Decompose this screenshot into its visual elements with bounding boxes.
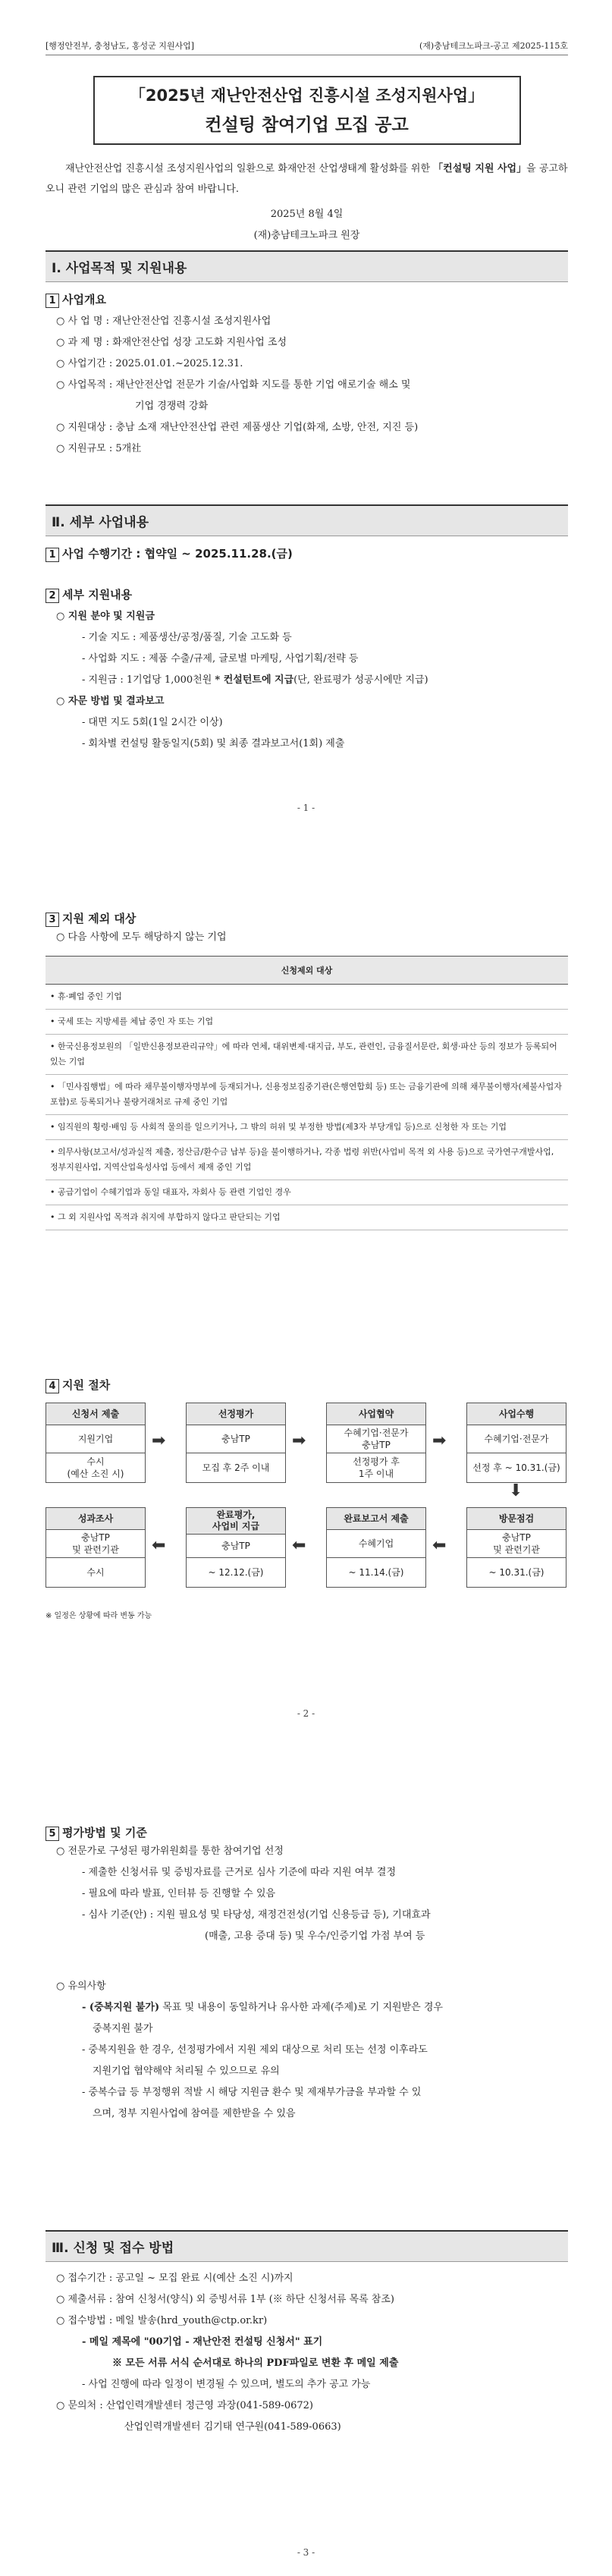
exclusion-cell: • 「민사집행법」에 따라 채무불이행자명부에 등재되거나, 신용정보집중기관(은행연합회 등) 또는 금융기관에 의해 채무불이행자(체불사업자 포함)로 등록되거나 불량거래처로 규제 중인 기업	[46, 1075, 568, 1115]
section-title-1: Ⅰ. 사업목적 및 지원내용	[46, 250, 568, 282]
exclusion-cell: • 그 외 지원사업 목적과 취지에 부합하지 않다고 판단되는 기업	[46, 1205, 568, 1230]
subsection-overview: 1 사업개요	[46, 291, 568, 308]
caution-duplicate-cont: 중복지원 불가	[93, 2023, 153, 2034]
mail-note: ※ 모든 서류 서식 순서대로 하나의 PDF파일로 변환 후 메일 제출	[112, 2358, 399, 2369]
caution-2b: 지원기업 협약해약 처리될 수 있으므로 유의	[93, 2066, 280, 2077]
caution-3a: - 중복수급 등 부정행위 적발 시 해당 지원금 환수 및 제재부가금을 부과할 수 있	[82, 2087, 422, 2098]
subsection-exclusions: 3 지원 제외 대상	[46, 910, 568, 927]
flow-step	[326, 1403, 426, 1483]
overview-item-cont: 기업 경쟁력 강화	[135, 401, 209, 412]
flow-arrow-left-icon: ⬅	[152, 1536, 166, 1555]
overview-item: ○ 사업기간 : 2025.01.01.~2025.12.31.	[56, 358, 243, 369]
flow-step-timing: 선정 후 ~ 10.31.(금)	[472, 1462, 560, 1473]
exclusion-cell: • 한국신용정보원의 「일반신용정보관리규약」에 따라 연체, 대위변제·대지급, 부도, 관련인, 금융질서문란, 회생·파산 등의 정보가 등록되어 있는 기업	[46, 1035, 568, 1075]
exclusion-cell: • 국세 또는 지방세를 체납 중인 자 또는 기업	[46, 1010, 568, 1035]
table-row	[46, 985, 568, 1010]
exclusion-cell: • 공급기업이 수혜기업과 동일 대표자, 자회사 등 관련 기업인 경우	[46, 1180, 568, 1205]
flow-arrow-right-icon: ➡	[292, 1431, 306, 1450]
flow-step-title: 사업협약	[327, 1403, 425, 1425]
support-field-1: - 기술 지도 : 제품생산/공정/품질, 기술 고도화 등	[82, 632, 292, 643]
flow-step-timing: 수시 (예산 소진 시)	[67, 1456, 124, 1479]
subsection-details: 2 세부 지원내용	[46, 586, 568, 603]
flow-step-actor: 수혜기업·전문가	[467, 1425, 566, 1453]
contact-2: 산업인력개발센터 김기태 연구원(041-589-0663)	[124, 2421, 341, 2433]
overview-item: ○ 사 업 명 : 재난안전산업 진흥시설 조성지원사업	[56, 316, 271, 327]
intro-text1: 재난안전산업 진흥시설 조성지원사업의 일환으로 화재안전 산업생태계 활성화를 위한	[65, 163, 431, 174]
consult-title: ○ 자문 방법 및 결과보고	[56, 696, 165, 707]
caution-3b: 으며, 정부 지원사업에 참여를 제한받을 수 있음	[93, 2108, 296, 2119]
flow-step-actor: 수혜기업	[327, 1530, 425, 1558]
flow-step	[326, 1507, 426, 1588]
flow-step-actor: 수혜기업·전문가 충남TP	[327, 1425, 425, 1453]
application-item: ○ 접수기간 : 공고일 ~ 모집 완료 시(예산 소진 시)까지	[56, 2273, 293, 2284]
title-line2: 컨설팅 참여기업 모집 공고	[205, 115, 409, 135]
flow-step-actor: 지원기업	[46, 1425, 145, 1453]
announce-date: 2025년 8월 4일	[270, 209, 344, 220]
overview-item: ○ 과 제 명 : 화재안전산업 성장 고도화 지원사업 조성	[56, 337, 287, 348]
overview-item: ○ 지원대상 : 충남 소재 재난안전산업 관련 제품생산 기업(화재, 소방, 안전, 지진 등)	[56, 422, 419, 433]
flow-step-title: 사업수행	[467, 1403, 566, 1425]
page-number-1: - 1 -	[297, 803, 315, 813]
flow-step-title: 선정평가	[187, 1403, 285, 1425]
evaluation-criteria-2: (매출, 고용 증대 등) 및 우수/인증기업 가점 부여 등	[205, 1930, 425, 1942]
flow-step	[46, 1403, 146, 1483]
contact: ○ 문의처 : 산업인력개발센터 정근영 과장(041-589-0672)	[56, 2400, 313, 2411]
flow-step-title: 성과조사	[46, 1508, 145, 1530]
table-row	[46, 1010, 568, 1035]
flow-arrow-down-icon: ⬇	[509, 1481, 523, 1500]
evaluation-lead: ○ 전문가로 구성된 평가위원회를 통한 참여기업 선정	[56, 1846, 284, 1857]
flow-step-timing: ~ 11.14.(금)	[348, 1567, 404, 1578]
flow-step	[186, 1403, 286, 1483]
flow-step-title: 방문점검	[467, 1508, 566, 1530]
schedule-note: - 사업 진행에 따라 일정이 변경될 수 있으며, 별도의 추가 공고 가능	[82, 2379, 371, 2390]
flow-arrow-right-icon: ➡	[152, 1431, 166, 1450]
section-title-2: Ⅱ. 세부 사업내용	[46, 504, 568, 536]
flow-step	[466, 1507, 566, 1588]
flow-arrow-right-icon: ➡	[432, 1431, 447, 1450]
flow-step-timing: 선정평가 후 1주 이내	[353, 1456, 400, 1479]
support-fund: - 지원금 : 1기업당 1,000천원 * 컨설턴트에 지급(단, 완료평가 성공시에만 지급)	[82, 674, 428, 686]
subsection-procedure: 4 지원 절차	[46, 1377, 568, 1393]
section-title-3: Ⅲ. 신청 및 접수 방법	[46, 2230, 568, 2262]
flow-arrow-left-icon: ⬅	[432, 1536, 447, 1555]
exclusion-cell: • 의무사항(보고서/성과실적 제출, 정산금/환수금 납부 등)을 불이행하거나, 각종 법령 위반(사업비 목적 외 사용 등)으로 국가연구개발사업, 정부지원사업, 지역산업육성사업 등에서 제재 중인 기업	[46, 1140, 568, 1180]
flow-step-title: 완료보고서 제출	[327, 1508, 425, 1530]
evaluation-line-1: - 제출한 신청서류 및 증빙자료를 근거로 심사 기준에 따라 지원 여부 결정	[82, 1867, 397, 1878]
application-item: ○ 제출서류 : 참여 신청서(양식) 외 증빙서류 1부 (※ 하단 신청서류 목록 참조)	[56, 2294, 394, 2305]
procedure-flowchart	[46, 1403, 566, 1607]
intro-highlight: 「컨설팅 지원 사업」	[433, 163, 527, 174]
exclusion-lead: ○ 다음 사항에 모두 해당하지 않는 기업	[56, 931, 227, 943]
flow-step-timing: 모집 후 2주 이내	[202, 1462, 270, 1473]
caution-2a: - 중복지원을 한 경우, 선정평가에서 지원 제외 대상으로 처리 또는 선정 이후라도	[82, 2044, 428, 2056]
flow-step-actor: 충남TP 및 관련기관	[467, 1530, 566, 1558]
caution-title: ○ 유의사항	[56, 1981, 106, 1992]
intro-text2: 을 공고하오니 관련 기업의 많은 관심과 참여 바랍니다.	[46, 163, 568, 195]
exclusion-table-header: 신청제외 대상	[46, 957, 568, 985]
consult-2: - 회차별 컨설팅 활동일지(5회) 및 최종 결과보고서(1회) 제출	[82, 738, 345, 749]
procedure-note: ※ 일정은 상황에 따라 변동 가능	[46, 1612, 152, 1620]
subsection-period: 1 사업 수행기간 : 협약일 ~ 2025.11.28.(금)	[46, 545, 568, 562]
flow-step-timing: ~ 10.31.(금)	[488, 1567, 545, 1578]
page-number-3: - 3 -	[297, 2547, 315, 2558]
flow-step-actor: 충남TP	[187, 1535, 285, 1558]
evaluation-criteria-1: - 심사 기준(안) : 지원 필요성 및 타당성, 재정건전성(기업 신용등급 등), 기대효과	[82, 1909, 431, 1921]
subsection-evaluation: 5 평가방법 및 기준	[46, 1824, 568, 1841]
flow-step-actor: 충남TP 및 관련기관	[46, 1530, 145, 1558]
intro-paragraph	[46, 159, 568, 199]
flow-step-title: 신청서 제출	[46, 1403, 145, 1425]
flow-step-title: 완료평가, 사업비 지급	[187, 1508, 285, 1535]
flow-arrow-left-icon: ⬅	[292, 1536, 306, 1555]
header-left: [행정안전부, 충청남도, 홍성군 지원사업]	[46, 41, 195, 51]
page-number-2: - 2 -	[297, 1708, 315, 1719]
flow-step	[186, 1507, 286, 1588]
table-row	[46, 1035, 568, 1075]
support-field-title: ○ 지원 분야 및 지원금	[56, 611, 155, 622]
exclusion-table	[46, 956, 568, 1230]
title-box	[93, 76, 521, 145]
flow-step	[466, 1403, 566, 1483]
table-row	[46, 1180, 568, 1205]
application-item: ○ 접수방법 : 메일 발송(hrd_youth@ctp.or.kr)	[56, 2315, 268, 2326]
consult-1: - 대면 지도 5회(1일 2시간 이상)	[82, 717, 223, 728]
exclusion-cell: • 휴·폐업 중인 기업	[46, 985, 568, 1010]
exclusion-cell: • 임직원의 횡령·배임 등 사회적 물의를 일으키거나, 그 밖의 허위 및 부정한 방법(제3자 부당개입 등)으로 신청한 자 또는 기업	[46, 1115, 568, 1140]
support-field-2: - 사업화 지도 : 제품 수출/규제, 글로벌 마케팅, 사업기획/전략 등	[82, 653, 359, 664]
table-row	[46, 1205, 568, 1230]
flow-step-timing: ~ 12.12.(금)	[208, 1567, 264, 1578]
table-row	[46, 1075, 568, 1115]
table-row	[46, 1115, 568, 1140]
overview-item: ○ 사업목적 : 재난안전산업 전문가 기술/사업화 지도를 통한 기업 애로기술 해소 및	[56, 379, 411, 391]
mail-title-rule: - 메일 제목에 "00기업 - 재난안전 컨설팅 신청서" 표기	[82, 2336, 323, 2348]
announce-org: (재)충남테크노파크 원장	[253, 230, 360, 241]
header-right: (재)충남테크노파크-공고 제2025-115호	[419, 41, 568, 51]
flow-step-timing: 수시	[86, 1567, 105, 1578]
flow-step	[46, 1507, 146, 1588]
overview-item: ○ 지원규모 : 5개社	[56, 443, 142, 454]
table-row	[46, 1140, 568, 1180]
flow-step-actor: 충남TP	[187, 1425, 285, 1453]
evaluation-line-2: - 필요에 따라 발표, 인터뷰 등 진행할 수 있음	[82, 1888, 276, 1899]
caution-duplicate: - (중복지원 불가) 목표 및 내용이 동일하거나 유사한 과제(주제)로 기 지원받은 경우	[82, 2002, 443, 2013]
title-line1: 「2025년 재난안전산업 진흥시설 조성지원사업」	[129, 86, 485, 105]
